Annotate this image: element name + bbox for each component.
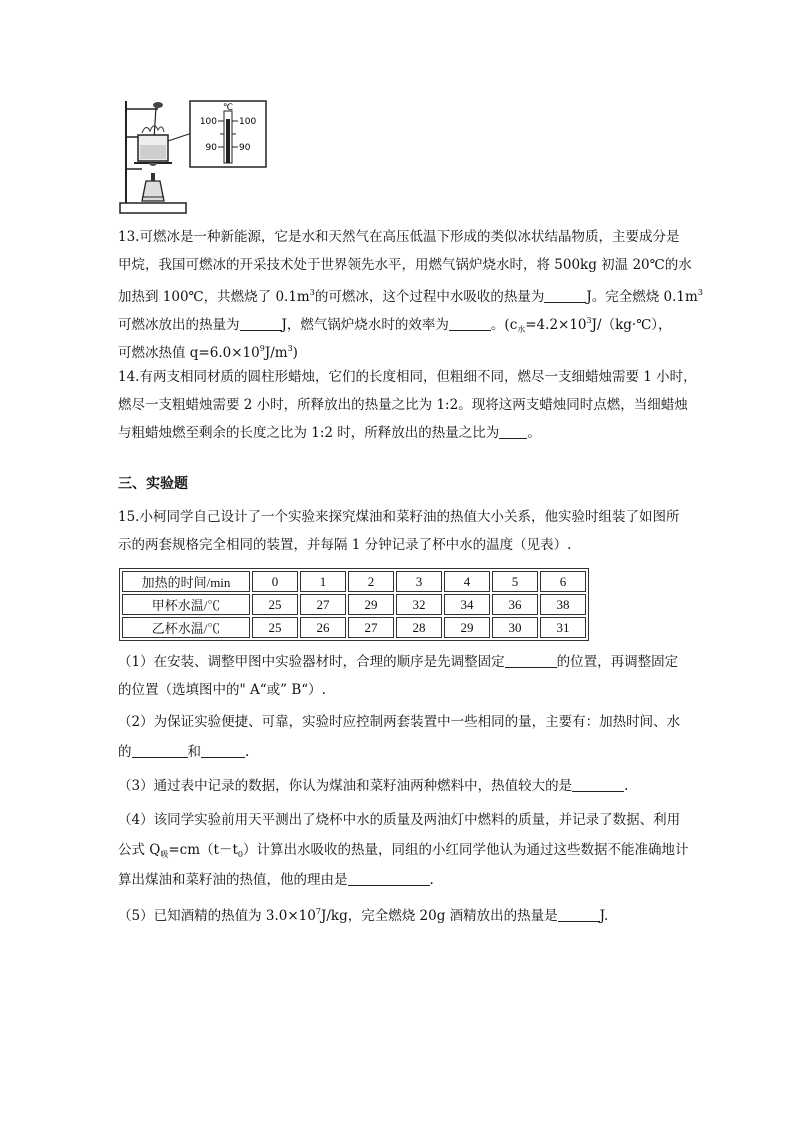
scale-label: 90 xyxy=(239,143,251,153)
table-cell: 29 xyxy=(348,594,394,615)
table-cell: 26 xyxy=(300,617,346,638)
apparatus-figure xyxy=(118,97,268,217)
temperature-table xyxy=(119,568,589,641)
q13-line: 可燃冰放出的热量为 J，燃气锅炉烧水时的效率为 。($c_水=4.2\times 10^3J/(kg\cdot℃)$， xyxy=(118,316,672,334)
table-cell: 1 xyxy=(300,571,346,592)
table-row xyxy=(122,617,586,638)
table-cell: 31 xyxy=(540,617,586,638)
answer-blank[interactable] xyxy=(132,743,188,758)
q15-line: 示的两套规格完全相同的装置，并每隔 1 分钟记录了杯中水的温度（见表）. xyxy=(118,537,572,553)
q13-line: 13.可燃冰是一种新能源，它是水和天然气在高压低温下形成的类似冰状结晶物质，主要成分是 xyxy=(118,229,680,245)
q15-subquestion: 公式 $Q_吸=cm(t-t_0)$计算出水吸收的热量，同组的小红同学他认为通过这些数据不能准确地计 xyxy=(118,842,689,859)
q14-line: 14.有两支相同材质的圆柱形蜡烛，它们的长度相同，但粗细不同，燃尽一支细蜡烛需要 1 小时， xyxy=(118,369,697,385)
q15-line: 15.小柯同学自己设计了一个实验来探究煤油和菜籽油的热值大小关系，他实验时组装了如图所 xyxy=(118,509,680,525)
section-title: 三、实验题 xyxy=(118,476,188,492)
table-cell: 38 xyxy=(540,594,586,615)
table-cell: 34 xyxy=(444,594,490,615)
q13-line: 甲烷，我国可燃冰的开采技术处于世界领先水平，用燃气锅炉烧水时，将 500kg 初温 20℃的水 xyxy=(118,257,692,273)
row-header: 加热的时间/min xyxy=(122,571,250,592)
table-cell: 36 xyxy=(492,594,538,615)
q15-subquestion: （1）在安装、调整甲图中实验器材时，合理的顺序是先调整固定 的位置，再调整固定 xyxy=(118,654,679,670)
table-row xyxy=(122,571,586,592)
q15-subquestion: （5）已知酒精的热值为 $3.0\times 10^7J/kg$，完全燃烧 20g 酒精放出的热量是 J. xyxy=(118,907,609,924)
answer-blank[interactable] xyxy=(505,653,557,668)
q15-subquestion: 算出煤油和菜籽油的热值，他的理由是 . xyxy=(118,872,434,888)
scale-label: 90 xyxy=(205,143,217,153)
q13-line: 可燃冰热值 $q=6.0\times 10^9J/m^3$) xyxy=(118,344,298,361)
answer-blank[interactable] xyxy=(544,288,586,303)
thermometer-unit: ℃ xyxy=(222,103,234,113)
table-cell: 27 xyxy=(348,617,394,638)
table-cell: 27 xyxy=(300,594,346,615)
answer-blank[interactable] xyxy=(558,907,600,922)
table-cell: 3 xyxy=(396,571,442,592)
scale-label: 100 xyxy=(199,117,217,127)
answer-blank[interactable] xyxy=(572,777,624,792)
table-cell: 0 xyxy=(252,571,298,592)
scale-label: 100 xyxy=(239,117,257,127)
table-cell: 4 xyxy=(444,571,490,592)
answer-blank[interactable] xyxy=(201,743,245,758)
alcohol-lamp xyxy=(142,181,164,201)
answer-blank[interactable] xyxy=(240,316,282,331)
table-cell: 2 xyxy=(348,571,394,592)
table-cell: 30 xyxy=(492,617,538,638)
row-header: 乙杯水温/℃ xyxy=(122,617,250,638)
table-cell: 25 xyxy=(252,594,298,615)
q14-line: 燃尽一支粗蜡烛需要 2 小时，所释放出的热量之比为 1:2。现将这两支蜡烛同时点燃，当细蜡烛 xyxy=(118,397,688,413)
table-cell: 5 xyxy=(492,571,538,592)
table-cell: 29 xyxy=(444,617,490,638)
q15-subquestion: 的 和 . xyxy=(118,744,250,760)
stand-base xyxy=(120,203,186,213)
row-header: 甲杯水温/℃ xyxy=(122,594,250,615)
q15-subquestion: （3）通过表中记录的数据，你认为煤油和菜籽油两种燃料中，热值较大的是 . xyxy=(118,778,629,794)
answer-blank[interactable] xyxy=(348,871,430,886)
q15-subquestion: （2）为保证实验便捷、可靠，实验时应控制两套装置中一些相同的量，主要有：加热时间、水 xyxy=(118,714,681,730)
q14-line: 与粗蜡烛燃至剩余的长度之比为 1:2 时，所释放出的热量之比为 。 xyxy=(118,425,541,441)
table-cell: 32 xyxy=(396,594,442,615)
table-cell: 28 xyxy=(396,617,442,638)
q15-subquestion: （4）该同学实验前用天平测出了烧杯中水的质量及两油灯中燃料的质量，并记录了数据、利用 xyxy=(118,812,681,828)
q13-line: 加热到 100℃，共燃烧了 $0.1m^3$的可燃冰，这个过程中水吸收的热量为 J。完全燃烧 $0.1m^3$ xyxy=(118,288,703,305)
answer-blank[interactable] xyxy=(449,316,491,331)
answer-blank[interactable] xyxy=(499,424,527,439)
q15-subquestion: 的位置（选填图中的" A“或” B“）. xyxy=(118,682,326,698)
table-row xyxy=(122,594,586,615)
table-cell: 6 xyxy=(540,571,586,592)
table-cell: 25 xyxy=(252,617,298,638)
